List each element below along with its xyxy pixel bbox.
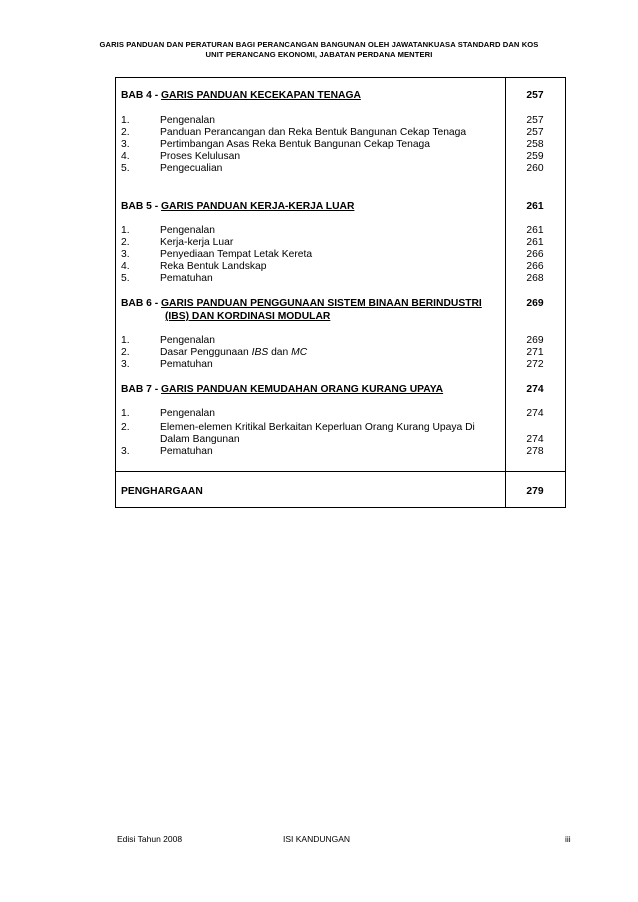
bab6-item2-ibs: IBS xyxy=(251,347,269,358)
bab6-item3-page: 272 xyxy=(526,359,544,370)
bab4-item3-page: 258 xyxy=(526,139,544,150)
bab6-item2-page: 271 xyxy=(526,347,544,358)
bab7-page: 274 xyxy=(526,384,544,395)
bab4-heading xyxy=(121,90,361,102)
bab4-item1-page: 257 xyxy=(526,115,544,126)
bab7-title: GARIS PANDUAN KEMUDAHAN ORANG KURANG UPAYA xyxy=(161,384,444,395)
bab7-item2-num: 2. xyxy=(121,422,130,433)
bab6-item2-text-b: dan xyxy=(268,347,292,358)
bab4-item2-text: Panduan Perancangan dan Reka Bentuk Bangunan Cekap Tenaga xyxy=(160,127,467,138)
bab7-item2-page: 274 xyxy=(526,434,544,445)
bab7-item3-page: 278 xyxy=(526,446,544,457)
penghargaan-divider xyxy=(115,471,566,472)
bab5-item1-text: Pengenalan xyxy=(160,225,215,236)
bab4-item4-text: Proses Kelulusan xyxy=(160,151,241,162)
bab4-item5-text: Pengecualian xyxy=(160,163,223,174)
bab7-item1-num: 1. xyxy=(121,408,130,419)
footer-section: ISI KANDUNGAN xyxy=(283,834,351,844)
running-header-line1: GARIS PANDUAN DAN PERATURAN BAGI PERANCANGAN BANGUNAN OLEH JAWATANKUASA STANDARD DAN KOS xyxy=(99,40,539,49)
bab5-item2-num: 2. xyxy=(121,237,130,248)
bab5-item4-text: Reka Bentuk Landskap xyxy=(160,261,267,272)
bab6-title-line2: (IBS) DAN KORDINASI MODULAR xyxy=(165,311,331,322)
bab7-item3-text: Pematuhan xyxy=(160,446,213,457)
bab5-item1-num: 1. xyxy=(121,225,130,236)
bab7-heading xyxy=(121,384,443,396)
bab5-prefix: BAB 5 - xyxy=(121,201,162,212)
bab6-item1-text: Pengenalan xyxy=(160,335,215,346)
bab7-item1-page: 274 xyxy=(526,408,544,419)
bab5-item3-text: Penyediaan Tempat Letak Kereta xyxy=(160,249,313,260)
bab4-title: GARIS PANDUAN KECEKAPAN TENAGA xyxy=(161,90,361,101)
bab6-item3-text: Pematuhan xyxy=(160,359,213,370)
bab4-item2-num: 2. xyxy=(121,127,130,138)
bab4-item1-text: Pengenalan xyxy=(160,115,215,126)
bab5-item4-page: 266 xyxy=(526,261,544,272)
bab7-item1-text: Pengenalan xyxy=(160,408,215,419)
bab6-item2-text-a: Dasar Penggunaan xyxy=(160,347,252,358)
bab5-title: GARIS PANDUAN KERJA-KERJA LUAR xyxy=(161,201,355,212)
bab4-page: 257 xyxy=(526,90,544,101)
bab5-item5-text: Pematuhan xyxy=(160,273,213,284)
bab5-item2-page: 261 xyxy=(526,237,544,248)
bab5-heading xyxy=(121,201,354,213)
bab6-page: 269 xyxy=(526,298,544,309)
bab6-heading xyxy=(121,298,482,310)
bab4-item4-page: 259 xyxy=(526,151,544,162)
bab6-item2-num: 2. xyxy=(121,347,130,358)
bab6-title-line1: GARIS PANDUAN PENGGUNAAN SISTEM BINAAN BERINDUSTRI xyxy=(161,298,482,309)
bab5-item1-page: 261 xyxy=(526,225,544,236)
running-header-line2: UNIT PERANCANG EKONOMI, JABATAN PERDANA MENTERI xyxy=(205,50,433,59)
bab5-item5-num: 5. xyxy=(121,273,130,284)
bab7-item2-text-line1: Elemen-elemen Kritikal Berkaitan Keperluan Orang Kurang Upaya Di xyxy=(160,422,475,433)
footer-page-number: iii xyxy=(565,834,571,844)
bab4-item5-page: 260 xyxy=(526,163,544,174)
bab5-item3-num: 3. xyxy=(121,249,130,260)
footer-edition: Edisi Tahun 2008 xyxy=(117,834,183,844)
bab6-item2-text xyxy=(160,347,307,359)
bab7-item2-text-line2: Dalam Bangunan xyxy=(160,434,240,445)
bab4-prefix: BAB 4 - xyxy=(121,90,162,101)
bab6-item3-num: 3. xyxy=(121,359,130,370)
bab5-item4-num: 4. xyxy=(121,261,130,272)
bab4-item2-page: 257 xyxy=(526,127,544,138)
bab5-item2-text: Kerja-kerja Luar xyxy=(160,237,234,248)
penghargaan-label: PENGHARGAAN xyxy=(121,486,203,497)
bab4-item3-text: Pertimbangan Asas Reka Bentuk Bangunan Cekap Tenaga xyxy=(160,139,431,150)
bab7-prefix: BAB 7 - xyxy=(121,384,162,395)
bab6-item1-page: 269 xyxy=(526,335,544,346)
bab5-page: 261 xyxy=(526,201,544,212)
bab4-item1-num: 1. xyxy=(121,115,130,126)
bab5-item5-page: 268 xyxy=(526,273,544,284)
bab4-item3-num: 3. xyxy=(121,139,130,150)
bab4-item4-num: 4. xyxy=(121,151,130,162)
bab4-item5-num: 5. xyxy=(121,163,130,174)
bab5-item3-page: 266 xyxy=(526,249,544,260)
penghargaan-page: 279 xyxy=(526,486,544,497)
bab6-prefix: BAB 6 - xyxy=(121,298,162,309)
bab6-item2-mc: MC xyxy=(291,347,308,358)
bab6-item1-num: 1. xyxy=(121,335,130,346)
page-column-divider xyxy=(505,77,506,508)
bab7-item3-num: 3. xyxy=(121,446,130,457)
